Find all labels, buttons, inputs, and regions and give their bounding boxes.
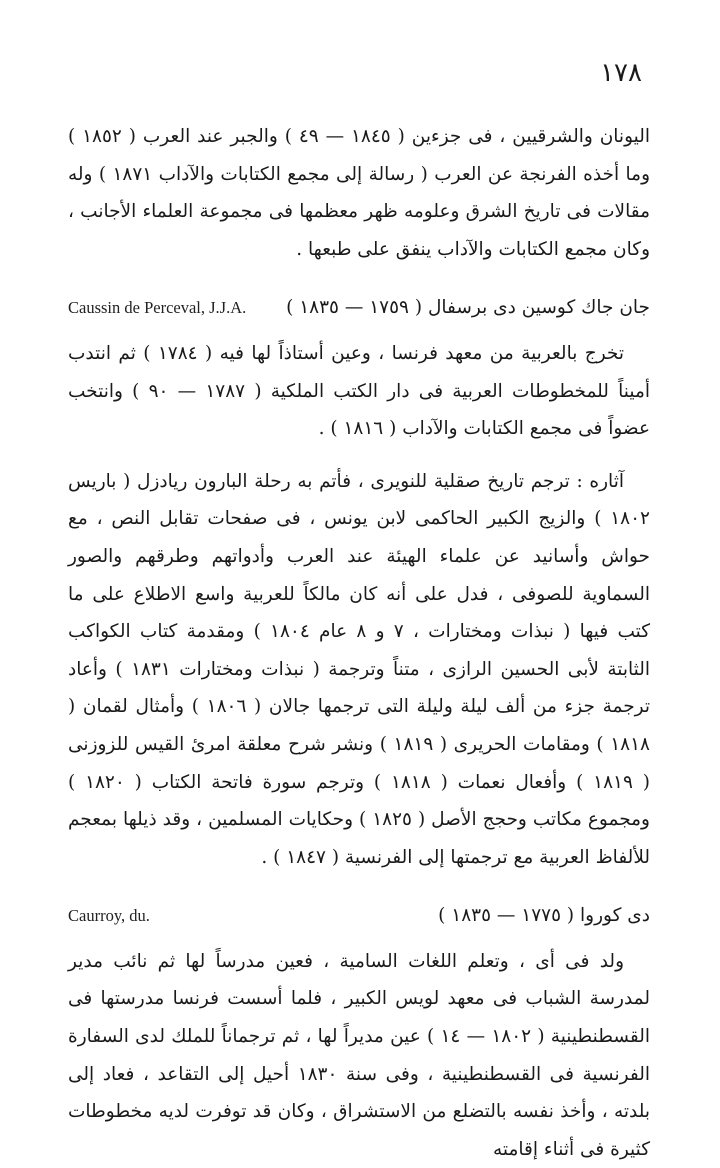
paragraph-continuation: اليونان والشرقيين ، فى جزءين ( ١٨٤٥ — ٤٩ ) والجبر عند العرب ( ١٨٥٢ ) وما أخذه الفرنجة عن العرب ( رسالة إلى مجمع الكتابات والآداب ١٨٧١ ) وله مقالات فى تاريخ الشرق وعلومه ظهر معظمها فى مجموعة العلماء الأجانب ، وكان مجمع الكتابات والآداب ينفق على طبعها . <box>68 126 650 260</box>
entry-heading-caurroy <box>68 897 650 935</box>
entry-heading-caussin <box>68 289 650 327</box>
paragraph-gap <box>68 448 650 463</box>
paragraph-caussin-bio: تخرج بالعربية من معهد فرنسا ، وعين أستاذاً لها فيه ( ١٧٨٤ ) ثم انتدب أميناً للمخطوطات العربية فى دار الكتب الملكية ( ١٧٨٧ — ٩٠ ) وانتخب عضواً فى مجمع الكتابات والآداب ( ١٨١٦ ) . <box>68 342 650 440</box>
paragraph-caurroy-bio: ولد فى أى ، وتعلم اللغات السامية ، فعين مدرساً لها ثم نائب مدير لمدرسة الشباب فى معهد لويس الكبير ، فلما أسست فرنسا مدرستها فى القسطنطينية ( ١٨٠٢ — ١٤ ) عين مديراً لها ، ثم ترجماناً للملك لدى السفارة الفرنسية فى القسطنطينية ، وفى سنة ١٨٣٠ أحيل إلى التقاعد ، فعاد إلى بلدته ، وأخذ نفسه بالتضلع من الاستشراق ، وكان قد توفرت لديه مخطوطات كثيرة فى أثناء إقامته <box>68 950 651 1160</box>
entry-heading-latin: Caurroy, du. <box>68 906 150 926</box>
entry-heading-arabic: جان جاك كوسين دى برسفال ( ١٧٥٩ — ١٨٣٥ ) <box>286 297 650 319</box>
page-number: ١٧٨ <box>600 58 642 88</box>
entry-heading-latin: Caussin de Perceval, J.J.A. <box>68 298 247 318</box>
entry-heading-arabic: دى كوروا ( ١٧٧٥ — ١٨٣٥ ) <box>438 905 650 927</box>
page-body <box>68 118 650 1168</box>
paragraph-caussin-works: آثاره : ترجم تاريخ صقلية للنويرى ، فأتم به رحلة البارون ريادزل ( باريس ١٨٠٢ ) والزيج الكبير الحاكمى لابن يونس ، فى صفحات تقابل النص ، مع حواش وأسانيد عن علماء الهيئة عند العرب وأدواتهم وطرقهم والصور السماوية للصوفى ، فدل على أنه كان مالكاً للعربية واسع الاطلاع على ما كتب فيها ( نبذات ومختارات ، ٧ و ٨ عام ١٨٠٤ ) ومقدمة كتاب الكواكب الثابتة لأبى الحسين الرازى ، متناً وترجمة ( نبذات ومختارات ١٨٣١ ) وأعاد ترجمة جزء من ألف ليلة وليلة التى ترجمها جالان ( ١٨٠٦ ) وأمثال لقمان ( ١٨١٨ ) ومقامات الحريرى ( ١٨١٩ ) ونشر شرح معلقة امرئ القيس للزوزنى ( ١٨١٩ ) وأفعال نعمات ( ١٨١٨ ) وترجم سورة فاتحة الكتاب ( ١٨٢٠ ) ومجموع مكاتب وحجج الأصل ( ١٨٢٥ ) وحكايات المسلمين ، وقد ذيلها بمعجم للألفاظ العربية مع ترجمتها إلى الفرنسية ( ١٨٤٧ ) . <box>68 470 650 868</box>
